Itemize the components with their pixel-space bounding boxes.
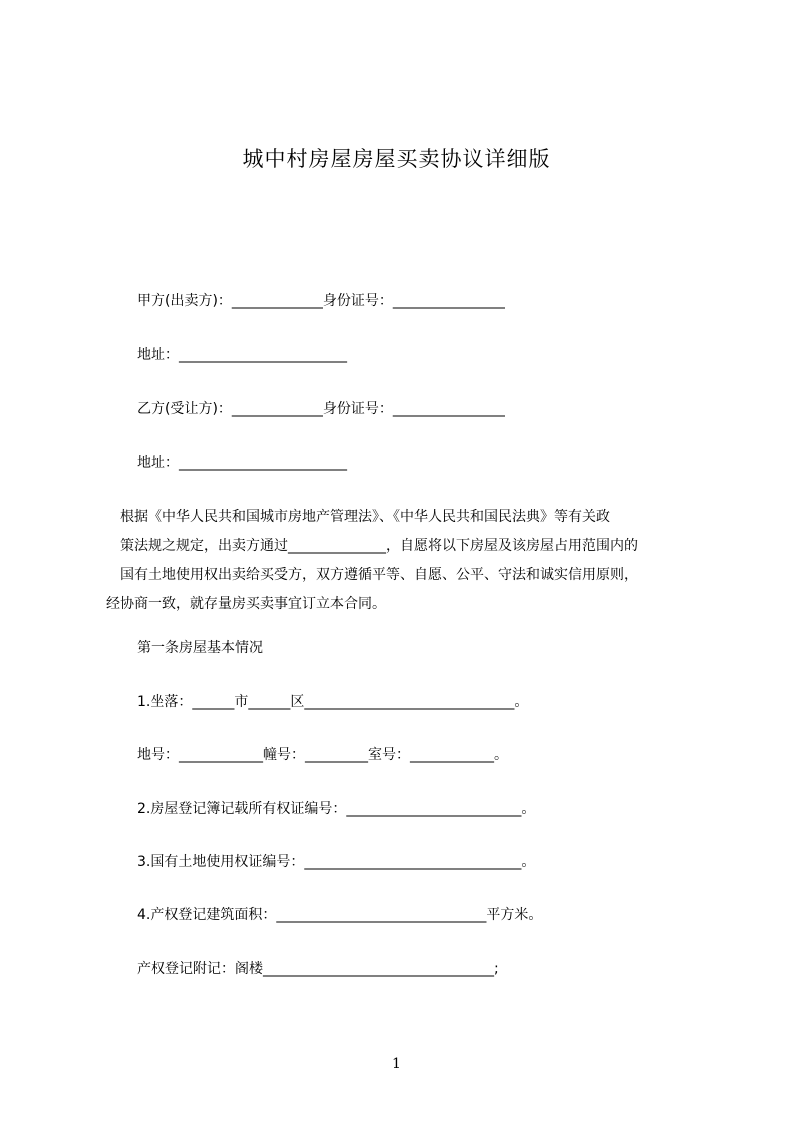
page-number: 1 bbox=[392, 1056, 401, 1072]
preamble-line: 策法规之规定，出卖方通过______________，自愿将以下房屋及该房屋占用范围内的 bbox=[106, 538, 638, 554]
item-attic-note: 产权登记附记：阁楼_________________________________; bbox=[137, 961, 499, 977]
item-location: 1.坐落：______市______区______________________________。 bbox=[137, 694, 529, 710]
item-floor-area: 4.产权登记建筑面积：______________________________平方米。 bbox=[137, 907, 543, 923]
party-b-line: 乙方(受让方)：_____________身份证号：________________ bbox=[137, 401, 505, 417]
preamble-line: 根据《中华人民共和国城市房地产管理法》、《中华人民共和国民法典》等有关政 bbox=[106, 509, 610, 525]
preamble-line: 国有土地使用权出卖给买受方，双方遵循平等、自愿、公平、守法和诚实信用原则， bbox=[106, 567, 638, 583]
party-a-line: 甲方(出卖方)：_____________身份证号：________________ bbox=[137, 293, 505, 309]
item-land-cert: 3.国有土地使用权证编号：_______________________________。 bbox=[137, 854, 536, 870]
party-b-address: 地址：________________________ bbox=[137, 455, 347, 471]
article-1-heading: 第一条房屋基本情况 bbox=[137, 640, 263, 656]
preamble-paragraph bbox=[106, 503, 702, 619]
item-lot-numbers: 地号：____________幢号：_________室号：____________。 bbox=[137, 747, 508, 763]
preamble-line: 经协商一致，就存量房买卖事宜订立本合同。 bbox=[106, 596, 386, 612]
document-title: 城中村房屋房屋买卖协议详细版 bbox=[242, 147, 551, 171]
party-a-address: 地址：________________________ bbox=[137, 347, 347, 363]
item-ownership-cert: 2.房屋登记簿记载所有权证编号：_________________________。 bbox=[137, 801, 536, 817]
